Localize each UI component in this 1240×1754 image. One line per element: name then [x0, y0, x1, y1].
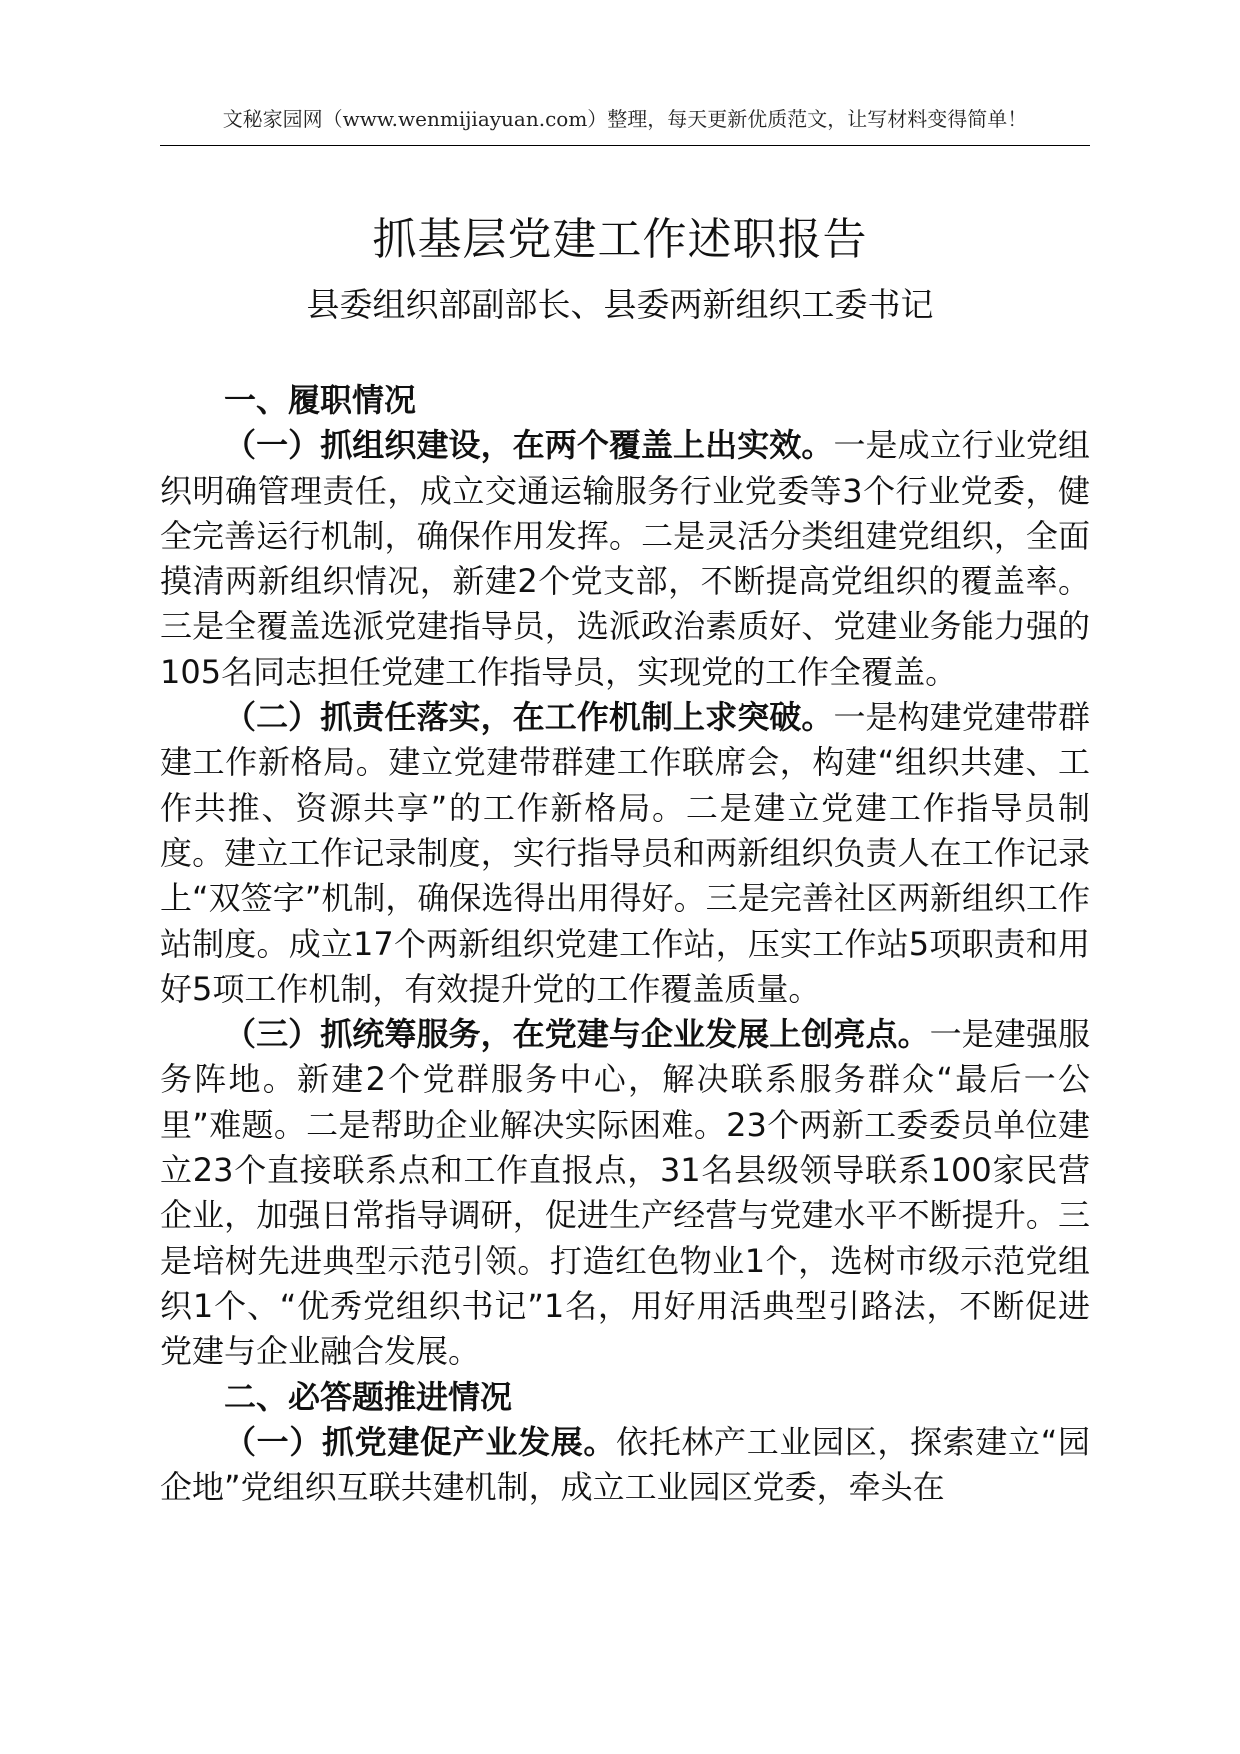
paragraph	[160, 695, 1090, 1012]
section-heading: 一、履职情况	[224, 381, 417, 419]
paragraph	[160, 423, 1090, 695]
paragraph	[160, 1012, 1090, 1374]
section-heading: 二、必答题推进情况	[224, 1377, 513, 1416]
paragraph-lead: （二）抓责任落实，在工作机制上求突破。	[224, 698, 834, 737]
header-divider	[160, 145, 1090, 146]
document-body	[160, 378, 1090, 1510]
page-header: 文秘家园网（www.wenmijiayuan.com）整理，每天更新优质范文，让写材料变得简单！	[222, 107, 1028, 131]
document-subtitle: 县委组织部副部长、县委两新组织工委书记	[306, 285, 934, 324]
paragraph-lead: （一）抓党建促产业发展。	[224, 1422, 617, 1461]
paragraph-text: 一是建强服务阵地。新建2个党群服务中心，解决联系服务群众“最后一公里”难题。二是帮助企业解决实际困难。23个两新工委委员单位建立23个直接联系点和工作直报点，31名县级领导联系100家民营企业，加强日常指导调研，促进生产经营与党建水平不断提升。三是培树先进典型示范引领。打造红色物业1个，选树市级示范党组织1个、“优秀党组织书记”1名，用好用活典型引路法，不断促进党建与企业融合发展。	[160, 1015, 1090, 1371]
document-title: 抓基层党建工作述职报告	[372, 214, 868, 265]
paragraph-text: 依托林产工业园区，探索建立“园企地”党组织互联共建机制，成立工业园区党委，牵头在	[160, 1422, 1090, 1507]
paragraph	[160, 1420, 1090, 1511]
paragraph-lead: （三）抓统筹服务，在党建与企业发展上创亮点。	[224, 1015, 930, 1054]
paragraph-text: 一是成立行业党组织明确管理责任，成立交通运输服务行业党委等3个行业党委，健全完善运行机制，确保作用发挥。二是灵活分类组建党组织，全面摸清两新组织情况，新建2个党支部，不断提高党组织的覆盖率。三是全覆盖选派党建指导员，选派政治素质好、党建业务能力强的105名同志担任党建工作指导员，实现党的工作全覆盖。	[160, 426, 1090, 691]
paragraph-lead: （一）抓组织建设，在两个覆盖上出实效。	[224, 426, 834, 465]
paragraph-text: 一是构建党建带群建工作新格局。建立党建带群建工作联席会，构建“组织共建、工作共推、资源共享”的工作新格局。二是建立党建工作指导员制度。建立工作记录制度，实行指导员和两新组织负责人在工作记录上“双签字”机制，确保选得出用得好。三是完善社区两新组织工作站制度。成立17个两新组织党建工作站，压实工作站5项职责和用好5项工作机制，有效提升党的工作覆盖质量。	[160, 698, 1090, 1008]
